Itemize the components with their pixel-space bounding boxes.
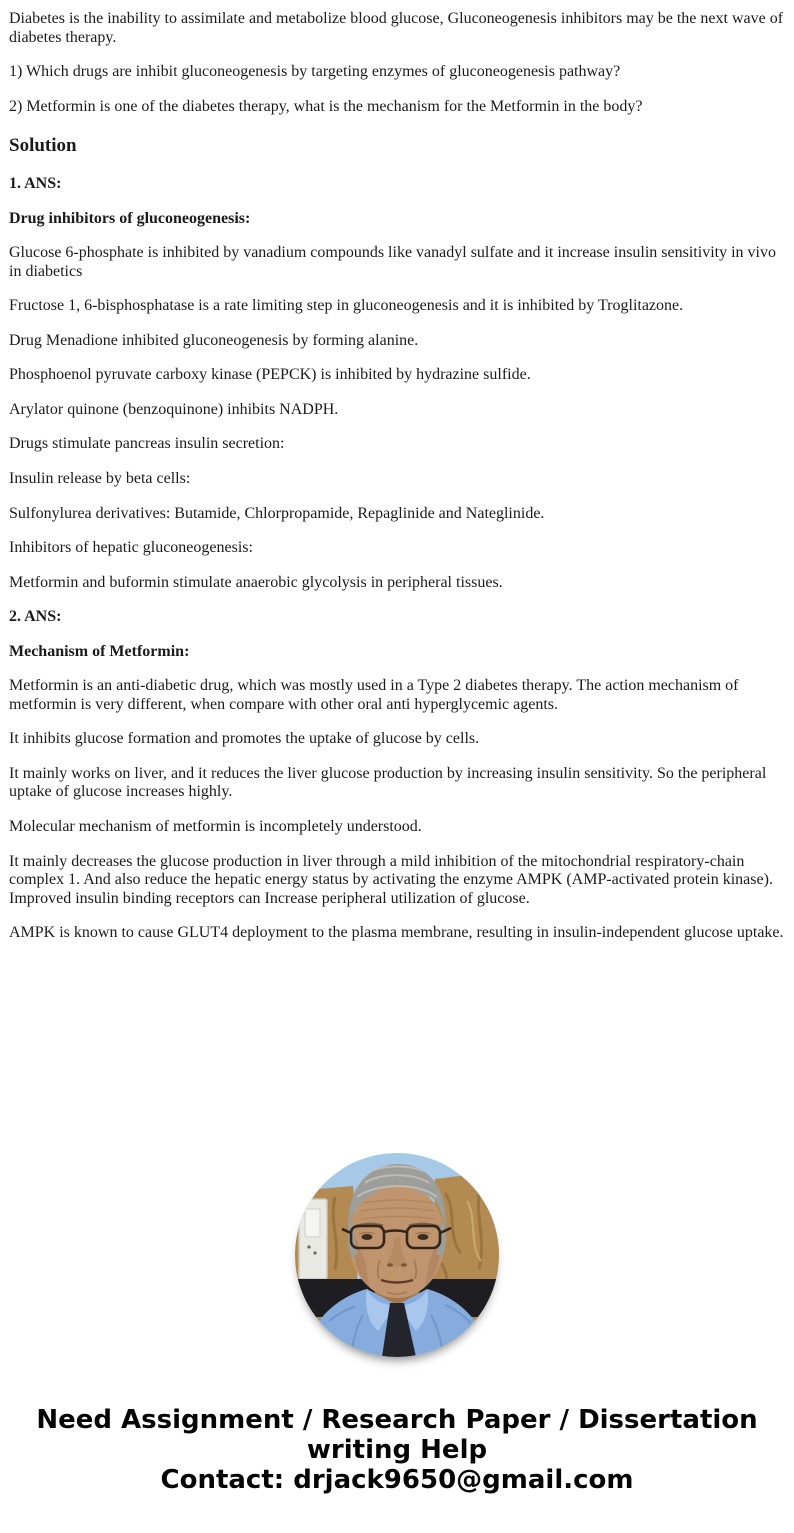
question-2: 2) Metformin is one of the diabetes therapy, what is the mechanism for the Metformin in the body? [9, 97, 643, 115]
assignment-solution-document [0, 10, 794, 943]
door-frame [299, 1199, 327, 1279]
answer2-subheading: Mechanism of Metformin: [9, 642, 190, 660]
solution-heading: Solution [9, 135, 77, 157]
person-photo [295, 1153, 499, 1357]
answer2-paragraph: It inhibits glucose formation and promotes the uptake of glucose by cells. [9, 730, 480, 748]
intro-paragraph: Diabetes is the inability to assimilate and metabolize blood glucose, Gluconeogenesis inhibitors may be the next wave of diabetes therapy. [9, 10, 784, 46]
answer1-paragraph: Drugs stimulate pancreas insulin secretion: [9, 435, 285, 453]
answer1-paragraph: Sulfonylurea derivatives: Butamide, Chlorpropamide, Repaglinide and Nateglinide. [9, 504, 545, 522]
answer1-paragraph: Phosphoenol pyruvate carboxy kinase (PEPCK) is inhibited by hydrazine sulfide. [9, 366, 531, 384]
footer-banner [0, 1405, 794, 1495]
footer-contact-email: Contact: drjack9650@gmail.com [160, 1464, 634, 1495]
person-photo-illustration [295, 1153, 499, 1357]
answer1-paragraph: Arylator quinone (benzoquinone) inhibits NADPH. [9, 400, 339, 418]
answer1-paragraph: Glucose 6-phosphate is inhibited by vanadium compounds like vanadyl sulfate and it increase insulin sensitivity in vivo in diabetics [9, 244, 776, 280]
answer1-paragraph: Insulin release by beta cells: [9, 469, 191, 487]
answer1-paragraph: Inhibitors of hepatic gluconeogenesis: [9, 539, 253, 557]
answer2-paragraph: AMPK is known to cause GLUT4 deployment to the plasma membrane, resulting in insulin-independent glucose uptake. [9, 924, 784, 942]
answer1-paragraph: Metformin and buformin stimulate anaerobic glycolysis in peripheral tissues. [9, 573, 503, 591]
answer1-paragraph: Fructose 1, 6-bisphosphatase is a rate limiting step in gluconeogenesis and it is inhibited by Troglitazone. [9, 297, 684, 315]
footer-line-1: Need Assignment / Research Paper / Dissertation [36, 1404, 758, 1435]
answer1-subheading: Drug inhibitors of gluconeogenesis: [9, 209, 251, 227]
portrait-section [0, 1153, 794, 1357]
question-1: 1) Which drugs are inhibit gluconeogenesis by targeting enzymes of gluconeogenesis pathway? [9, 63, 621, 81]
answer1-label: 1. ANS: [9, 175, 62, 193]
footer-line-2: writing Help [306, 1434, 488, 1465]
answer2-label: 2. ANS: [9, 608, 62, 626]
answer2-paragraph: Metformin is an anti-diabetic drug, which was mostly used in a Type 2 diabetes therapy. The action mechanism of metformin is very different, when compare with other oral anti hyperglycemic agents. [9, 677, 739, 713]
answer2-paragraph: Molecular mechanism of metformin is incompletely understood. [9, 817, 422, 835]
answer2-paragraph: It mainly works on liver, and it reduces the liver glucose production by increasing insulin sensitivity. So the peripheral uptake of glucose increases highly. [9, 764, 767, 801]
answer2-paragraph: It mainly decreases the glucose production in liver through a mild inhibition of the mitochondrial respiratory-chain complex 1. And also reduce the hepatic energy status by activating the enzyme AMPK (AMP-activated protein kinase). Improved insulin binding receptors can Increase peripheral utilization of glucose. [9, 852, 773, 907]
answer1-paragraph: Drug Menadione inhibited gluconeogenesis by forming alanine. [9, 331, 419, 349]
